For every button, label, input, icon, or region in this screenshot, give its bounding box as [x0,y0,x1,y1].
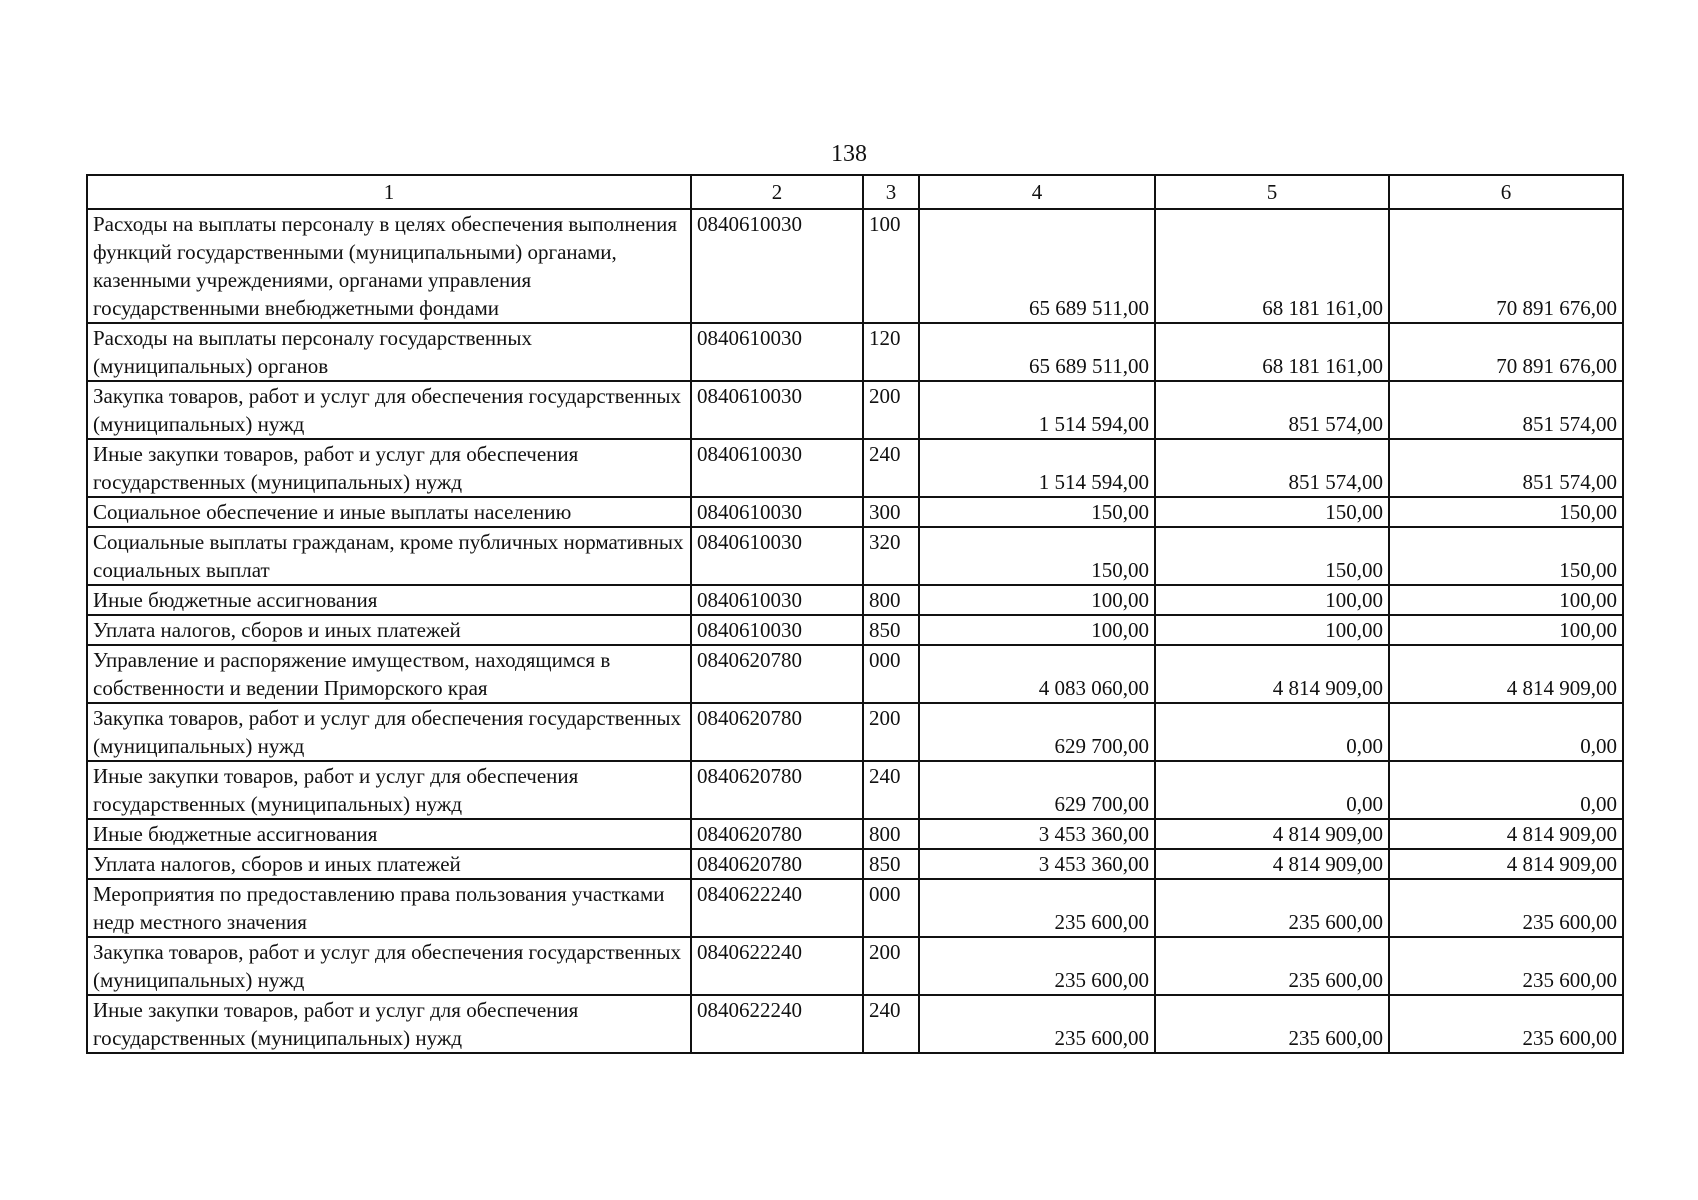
row-description: Уплата налогов, сборов и иных платежей [87,849,691,879]
row-amount-year1: 1 514 594,00 [919,381,1155,439]
row-code: 0840610030 [691,615,863,645]
row-expense-type: 200 [863,703,919,761]
table-row [87,585,1623,615]
row-code: 0840620780 [691,819,863,849]
row-amount-year2: 100,00 [1155,615,1389,645]
table-row [87,937,1623,995]
column-header: 6 [1389,175,1623,209]
row-amount-year3: 150,00 [1389,497,1623,527]
row-code: 0840622240 [691,879,863,937]
column-header: 4 [919,175,1155,209]
table-row [87,819,1623,849]
row-expense-type: 000 [863,645,919,703]
row-expense-type: 800 [863,819,919,849]
row-code: 0840620780 [691,761,863,819]
row-code: 0840620780 [691,703,863,761]
row-amount-year3: 0,00 [1389,703,1623,761]
row-code: 0840620780 [691,849,863,879]
row-amount-year1: 100,00 [919,585,1155,615]
row-description: Расходы на выплаты персоналу в целях обеспечения выполнения функций государственными (муниципальными) органами, казенными учреждениями, органами управления государственными внебюджетными фондами [87,209,691,323]
row-description: Расходы на выплаты персоналу государственных (муниципальных) органов [87,323,691,381]
table-row [87,527,1623,585]
row-description: Мероприятия по предоставлению права пользования участками недр местного значения [87,879,691,937]
row-amount-year2: 235 600,00 [1155,937,1389,995]
row-code: 0840610030 [691,439,863,497]
row-expense-type: 240 [863,439,919,497]
row-amount-year2: 4 814 909,00 [1155,819,1389,849]
row-amount-year1: 1 514 594,00 [919,439,1155,497]
column-header: 5 [1155,175,1389,209]
table-row [87,645,1623,703]
row-description: Закупка товаров, работ и услуг для обеспечения государственных (муниципальных) нужд [87,381,691,439]
row-code: 0840610030 [691,381,863,439]
row-code: 0840620780 [691,645,863,703]
row-amount-year3: 851 574,00 [1389,381,1623,439]
row-amount-year1: 150,00 [919,527,1155,585]
row-amount-year2: 150,00 [1155,527,1389,585]
row-amount-year3: 4 814 909,00 [1389,849,1623,879]
row-description: Иные бюджетные ассигнования [87,819,691,849]
row-amount-year2: 68 181 161,00 [1155,323,1389,381]
row-expense-type: 300 [863,497,919,527]
column-header: 1 [87,175,691,209]
table-header-row [87,175,1623,209]
row-amount-year1: 3 453 360,00 [919,819,1155,849]
table-row [87,849,1623,879]
table-row [87,879,1623,937]
row-code: 0840622240 [691,937,863,995]
row-description: Иные бюджетные ассигнования [87,585,691,615]
row-expense-type: 100 [863,209,919,323]
row-amount-year3: 0,00 [1389,761,1623,819]
row-amount-year3: 4 814 909,00 [1389,645,1623,703]
row-expense-type: 120 [863,323,919,381]
table-row [87,703,1623,761]
row-amount-year3: 70 891 676,00 [1389,323,1623,381]
row-amount-year3: 851 574,00 [1389,439,1623,497]
row-amount-year2: 150,00 [1155,497,1389,527]
row-code: 0840610030 [691,497,863,527]
row-code: 0840622240 [691,995,863,1053]
row-amount-year1: 235 600,00 [919,937,1155,995]
table-row [87,381,1623,439]
row-expense-type: 240 [863,761,919,819]
row-amount-year2: 0,00 [1155,761,1389,819]
row-description: Социальные выплаты гражданам, кроме публичных нормативных социальных выплат [87,527,691,585]
row-expense-type: 200 [863,381,919,439]
row-amount-year1: 100,00 [919,615,1155,645]
row-expense-type: 320 [863,527,919,585]
table-row [87,761,1623,819]
row-expense-type: 200 [863,937,919,995]
row-amount-year1: 235 600,00 [919,879,1155,937]
row-code: 0840610030 [691,209,863,323]
row-description: Иные закупки товаров, работ и услуг для обеспечения государственных (муниципальных) нужд [87,761,691,819]
row-amount-year3: 235 600,00 [1389,879,1623,937]
row-amount-year3: 4 814 909,00 [1389,819,1623,849]
column-header: 3 [863,175,919,209]
row-amount-year2: 68 181 161,00 [1155,209,1389,323]
row-amount-year3: 70 891 676,00 [1389,209,1623,323]
row-amount-year3: 100,00 [1389,615,1623,645]
row-description: Иные закупки товаров, работ и услуг для обеспечения государственных (муниципальных) нужд [87,439,691,497]
row-amount-year3: 100,00 [1389,585,1623,615]
row-expense-type: 000 [863,879,919,937]
table-row [87,209,1623,323]
row-description: Социальное обеспечение и иные выплаты населению [87,497,691,527]
row-code: 0840610030 [691,527,863,585]
row-amount-year1: 65 689 511,00 [919,209,1155,323]
row-amount-year1: 629 700,00 [919,703,1155,761]
row-amount-year3: 150,00 [1389,527,1623,585]
row-amount-year2: 4 814 909,00 [1155,849,1389,879]
row-code: 0840610030 [691,585,863,615]
table-row [87,995,1623,1053]
row-expense-type: 850 [863,849,919,879]
table-row [87,439,1623,497]
row-amount-year2: 100,00 [1155,585,1389,615]
row-amount-year1: 4 083 060,00 [919,645,1155,703]
column-header: 2 [691,175,863,209]
row-description: Закупка товаров, работ и услуг для обеспечения государственных (муниципальных) нужд [87,703,691,761]
row-description: Иные закупки товаров, работ и услуг для обеспечения государственных (муниципальных) нужд [87,995,691,1053]
row-description: Управление и распоряжение имуществом, находящимся в собственности и ведении Приморского края [87,645,691,703]
row-amount-year2: 235 600,00 [1155,995,1389,1053]
row-amount-year1: 235 600,00 [919,995,1155,1053]
table-row [87,497,1623,527]
row-amount-year3: 235 600,00 [1389,937,1623,995]
row-code: 0840610030 [691,323,863,381]
row-description: Уплата налогов, сборов и иных платежей [87,615,691,645]
table-row [87,615,1623,645]
row-amount-year2: 0,00 [1155,703,1389,761]
row-amount-year1: 150,00 [919,497,1155,527]
row-amount-year2: 235 600,00 [1155,879,1389,937]
row-expense-type: 850 [863,615,919,645]
page-number: 138 [831,141,867,167]
row-amount-year1: 3 453 360,00 [919,849,1155,879]
row-description: Закупка товаров, работ и услуг для обеспечения государственных (муниципальных) нужд [87,937,691,995]
row-amount-year3: 235 600,00 [1389,995,1623,1053]
row-amount-year2: 851 574,00 [1155,439,1389,497]
row-amount-year1: 629 700,00 [919,761,1155,819]
row-amount-year2: 4 814 909,00 [1155,645,1389,703]
row-amount-year1: 65 689 511,00 [919,323,1155,381]
budget-table [86,174,1624,1054]
row-expense-type: 240 [863,995,919,1053]
table-row [87,323,1623,381]
row-expense-type: 800 [863,585,919,615]
row-amount-year2: 851 574,00 [1155,381,1389,439]
